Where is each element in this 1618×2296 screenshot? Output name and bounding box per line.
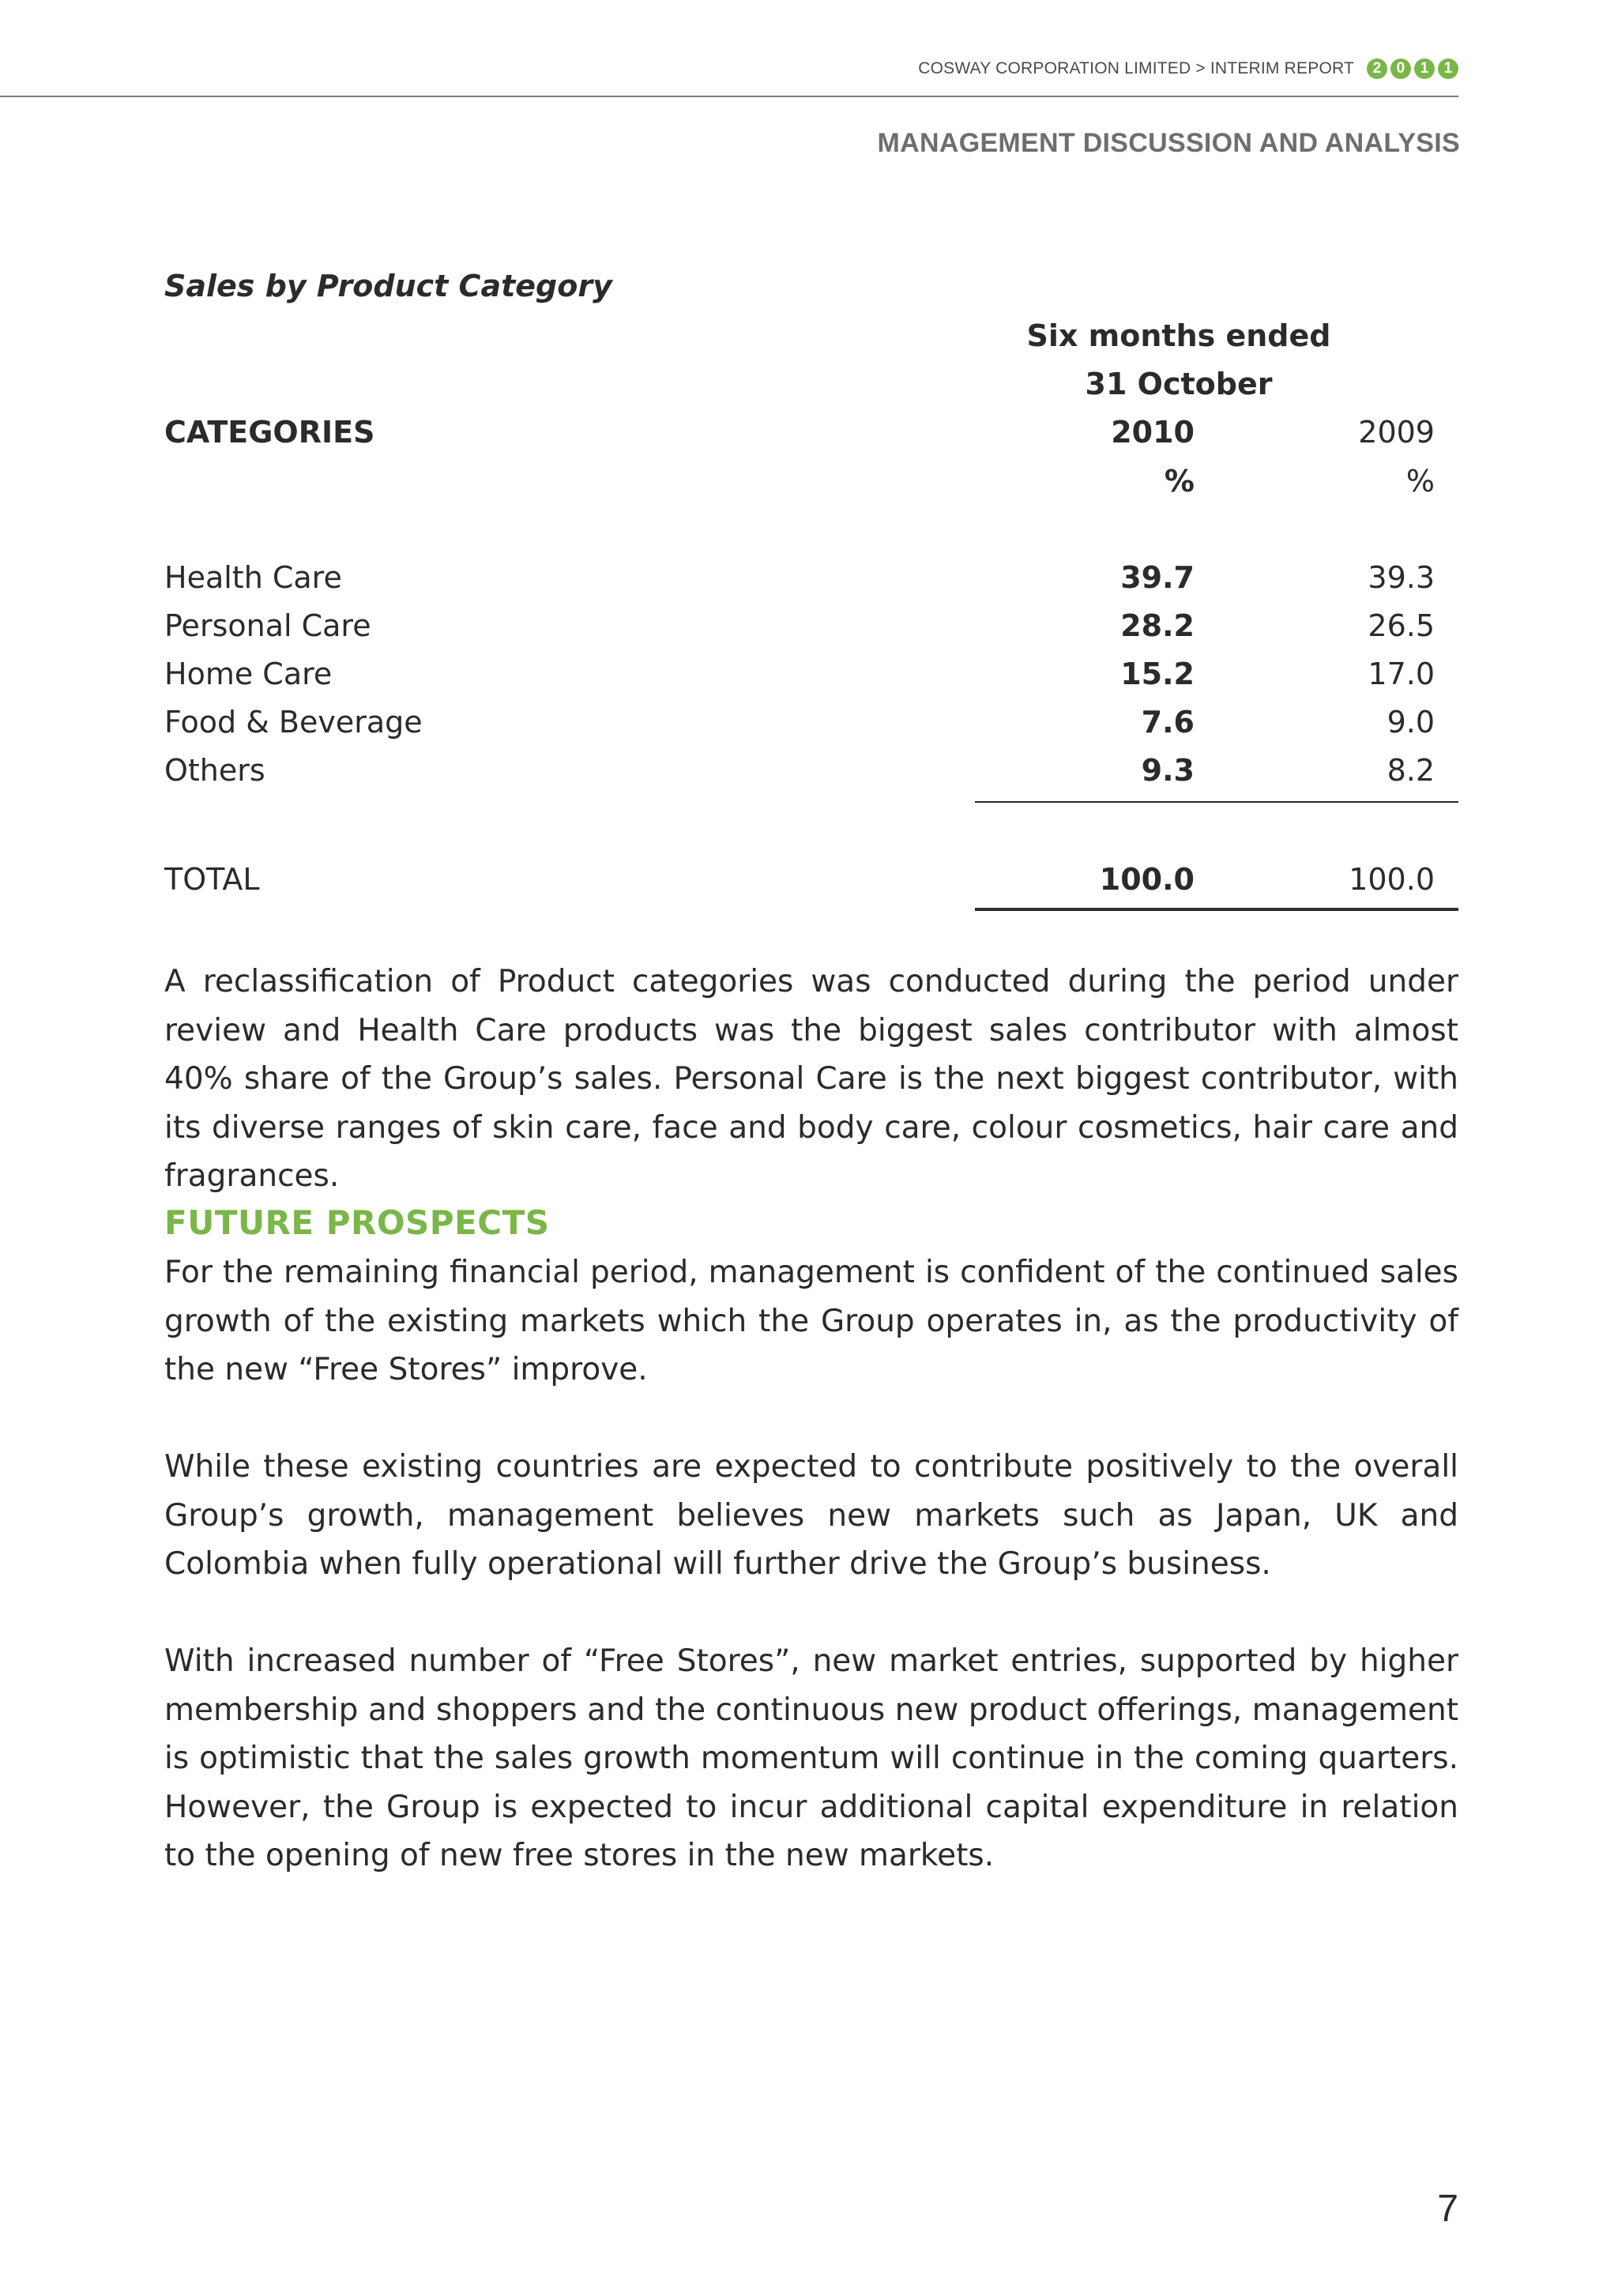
year-digit-1: 2 [1367,58,1387,79]
row-value-2009-home-care: 17.0 [1368,657,1435,691]
total-label: TOTAL [164,862,260,897]
paragraph-future-1: For the remaining financial period, management is confident of the continued sales growth of the existing markets which the Group operates in, as the productivity of the new “Free Stores” improve. [164,1255,1458,1387]
page-number: 7 [1437,2188,1458,2230]
row-label-health-care: Health Care [164,560,342,595]
row-value-2010-home-care: 15.2 [1120,657,1195,691]
year-digit-3: 1 [1414,58,1435,79]
row-value-2010-food-beverage: 7.6 [1141,705,1195,740]
period-heading-line1: Six months ended [1026,318,1331,353]
row-value-2009-others: 8.2 [1387,753,1435,788]
row-label-home-care: Home Care [164,657,333,691]
year-badges [1367,58,1458,79]
row-value-2010-health-care: 39.7 [1120,560,1195,595]
paragraph-future-2: While these existing countries are expected to contribute positively to the overall Group’s growth, management believes new markets such as Japan, UK and Colombia when fully operational will further drive the Group’s business. [164,1449,1458,1582]
row-label-personal-care: Personal Care [164,608,371,643]
header-divider [0,96,1458,97]
row-value-2009-food-beverage: 9.0 [1387,705,1435,740]
table-caption: Sales by Product Category [164,269,612,303]
total-value-2010: 100.0 [1099,862,1195,897]
total-rule [975,908,1458,911]
running-header [918,58,1458,79]
running-title: COSWAY CORPORATION LIMITED > INTERIM REPORT [918,59,1354,77]
paragraph-reclassification: A reclassification of Product categories was conducted during the period under review and Health Care products was the biggest sales contributor with almost 40% share of the Group’s sales. Personal Care is the next biggest contributor, with its diverse ranges of skin care, face and body care, colour cosmetics, hair care and fragrances. [164,964,1458,1194]
row-value-2010-others: 9.3 [1141,753,1195,788]
future-prospects-heading: FUTURE PROSPECTS [164,1203,550,1242]
section-title: MANAGEMENT DISCUSSION AND ANALYSIS [877,128,1460,158]
row-value-2010-personal-care: 28.2 [1120,608,1195,643]
column-year-2010: 2010 [1111,415,1195,450]
year-digit-2: 0 [1390,58,1411,79]
row-label-food-beverage: Food & Beverage [164,705,423,740]
paragraph-future-3: With increased number of “Free Stores”, new market entries, supported by higher membership and shoppers and the continuous new product offerings, management is optimistic that the sales growth momentum will continue in the coming quarters. However, the Group is expected to incur additional capital expenditure in relation to the opening of new free stores in the new markets. [164,1643,1458,1873]
column-year-2009: 2009 [1358,415,1435,450]
row-label-others: Others [164,753,265,788]
row-value-2009-health-care: 39.3 [1368,560,1435,595]
column-label-categories: CATEGORIES [164,415,375,450]
period-heading-line2: 31 October [1085,367,1273,401]
subtotal-rule [975,801,1458,803]
unit-prior: % [1405,464,1435,499]
unit-current: % [1164,464,1195,499]
row-value-2009-personal-care: 26.5 [1368,608,1435,643]
year-digit-4: 1 [1438,58,1458,79]
total-value-2009: 100.0 [1349,862,1435,897]
